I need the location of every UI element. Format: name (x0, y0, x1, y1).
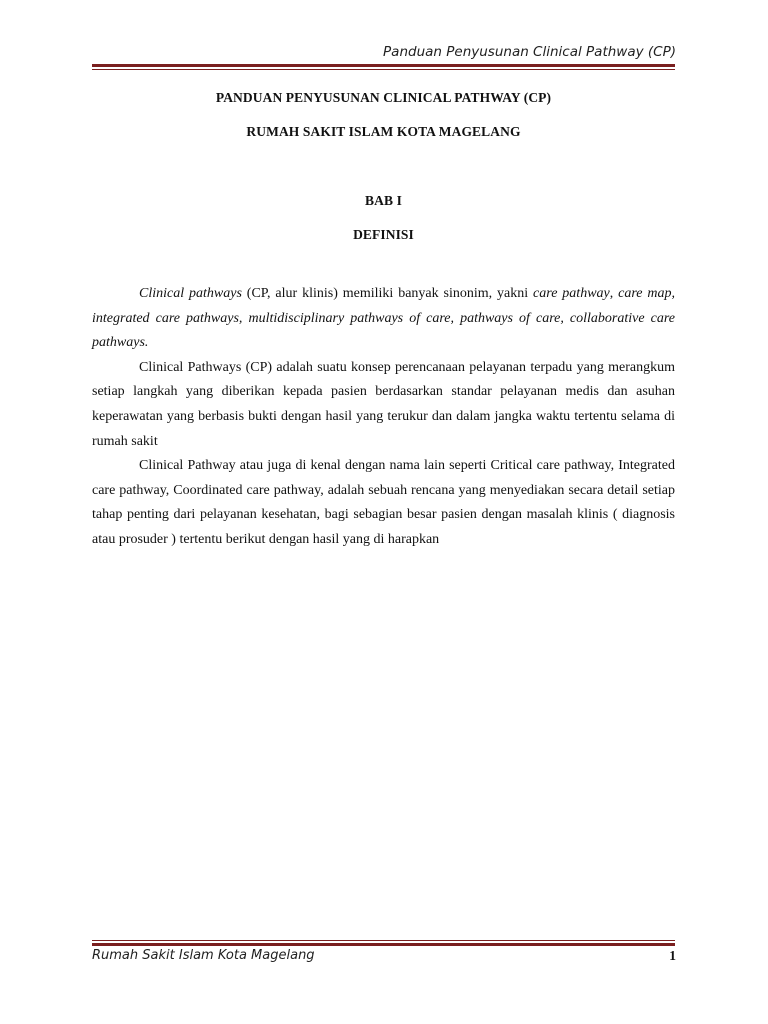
chapter-title: DEFINISI (353, 227, 414, 242)
document-title: PANDUAN PENYUSUNAN CLINICAL PATHWAY (CP) (215, 90, 552, 105)
footer-rule-thick (92, 943, 675, 946)
body-text (92, 282, 675, 553)
paragraph-1 (92, 282, 675, 356)
running-header: Panduan Penyusunan Clinical Pathway (CP) (383, 44, 676, 60)
footer-institution: Rumah Sakit Islam Kota Magelang (92, 948, 315, 963)
synonym-care-pathway: care pathway (533, 286, 610, 301)
header-rule-thin (92, 69, 675, 70)
paragraph-1-text-b: , (609, 286, 619, 301)
synonyms-list: care map, integrated care pathways, multidisciplinary pathways of care, pathways of care, collaborative care pathways. (92, 286, 676, 351)
paragraph-1-text-a: (CP, alur klinis) memiliki banyak sinonim, yakni (241, 286, 534, 301)
paragraph-3: Clinical Pathway atau juga di kenal dengan nama lain seperti Critical care pathway, Integrated care pathway, Coordinated care pathway, adalah sebuah rencana yang menyediakan secara detail setiap tahap penting dari pelayanan kesehatan, bagi sebagian besar pasien dengan masalah klinis ( diagnosis atau prosuder ) tertentu berikut dengan hasil yang di harapkan (92, 458, 675, 547)
term-clinical-pathways: Clinical pathways (139, 286, 242, 301)
page-number: 1 (669, 948, 676, 963)
header-rule-thick (92, 64, 675, 67)
institution-title: RUMAH SAKIT ISLAM KOTA MAGELANG (246, 124, 521, 139)
footer-rule-thin (92, 940, 675, 941)
paragraph-2: Clinical Pathways (CP) adalah suatu konsep perencanaan pelayanan terpadu yang merangkum setiap langkah yang diberikan kepada pasien berdasarkan standar pelayanan medis dan asuhan keperawatan yang berbasis bukti dengan hasil yang terukur dan dalam jangka waktu tertentu selama di rumah sakit (92, 359, 675, 449)
chapter-heading: BAB I (365, 193, 402, 208)
